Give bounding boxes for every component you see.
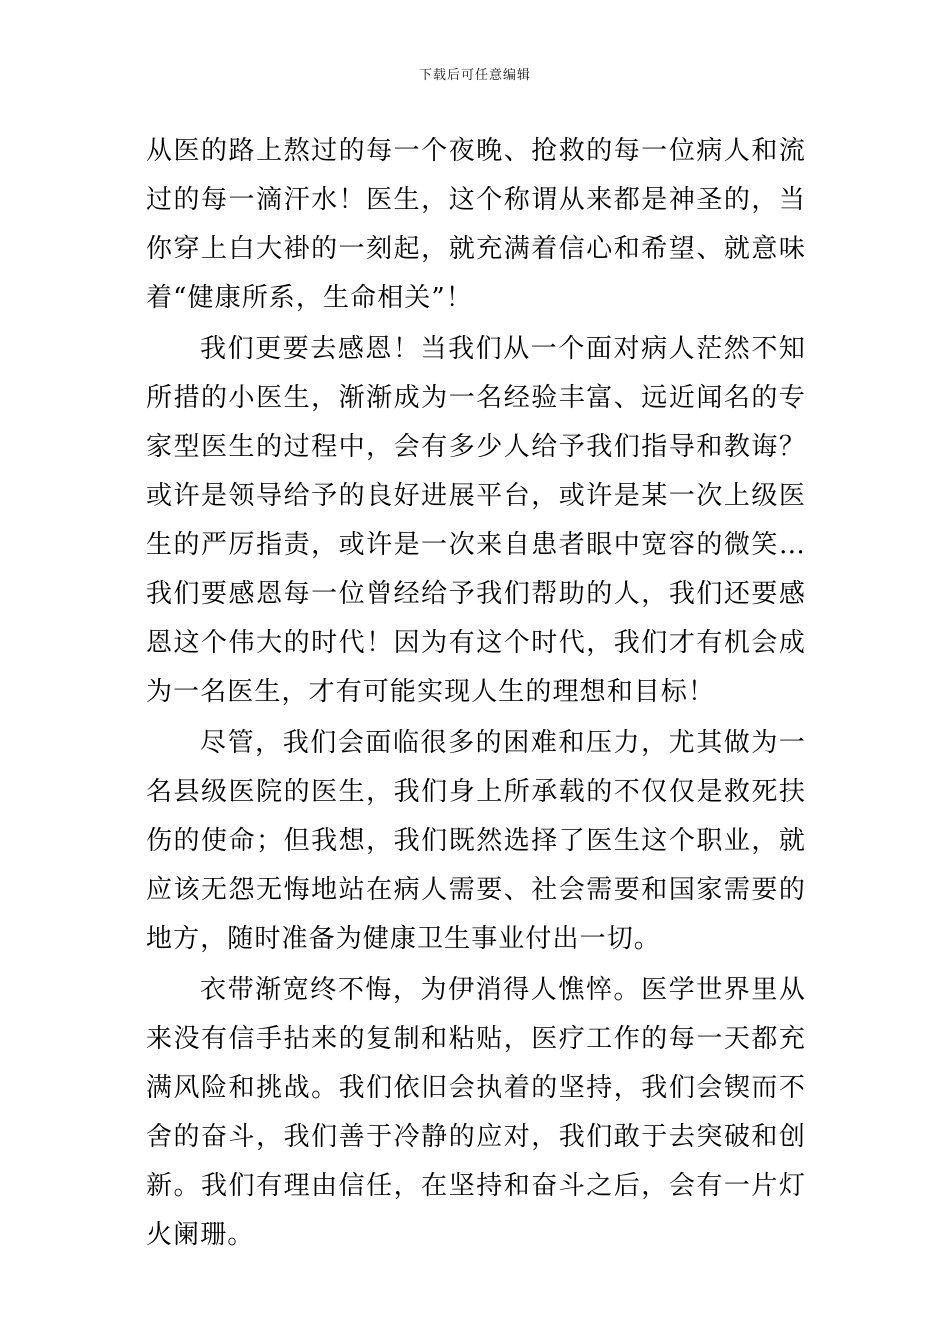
paragraph-4: 衣带渐宽终不悔，为伊消得人憔悴。医学世界里从来没有信手拈来的复制和粘贴，医疗工作的每一天都充满风险和挑战。我们依旧会执着的坚持，我们会锲而不舍的奋斗，我们善于冷静的应对，我们敢于去突破和创新。我们有理由信任，在坚持和奋斗之后，会有一片灯火阑珊。 [146,975,806,1250]
paragraph-1: 从医的路上熬过的每一个夜晚、抢救的每一位病人和流过的每一滴汗水！医生，这个称谓从来都是神圣的，当你穿上白大褂的一刻起，就充满着信心和希望、就意味着“健康所系，生命相关”！ [146,136,806,313]
paragraph-3: 尽管，我们会面临很多的困难和压力，尤其做为一名县级医院的医生，我们身上所承载的不仅仅是救死扶伤的使命；但我想，我们既然选择了医生这个职业，就应该无怨无悔地站在病人需要、社会需要和国家需要的地方，随时准备为健康卫生事业付出一切。 [146,728,806,954]
page-header: 下载后可任意编辑 [418,68,531,83]
document-body [146,127,806,1260]
paragraph-2: 我们更要去感恩！当我们从一个面对病人茫然不知所措的小医生，渐渐成为一名经验丰富、远近闻名的专家型医生的过程中，会有多少人给予我们指导和教诲？或许是领导给予的良好进展平台，或许是某一次上级医生的严厉指责，或许是一次来自患者眼中宽容的微笑…我们要感恩每一位曾经给予我们帮助的人，我们还要感恩这个伟大的时代！因为有这个时代，我们才有机会成为一名医生，才有可能实现人生的理想和目标！ [146,334,806,707]
